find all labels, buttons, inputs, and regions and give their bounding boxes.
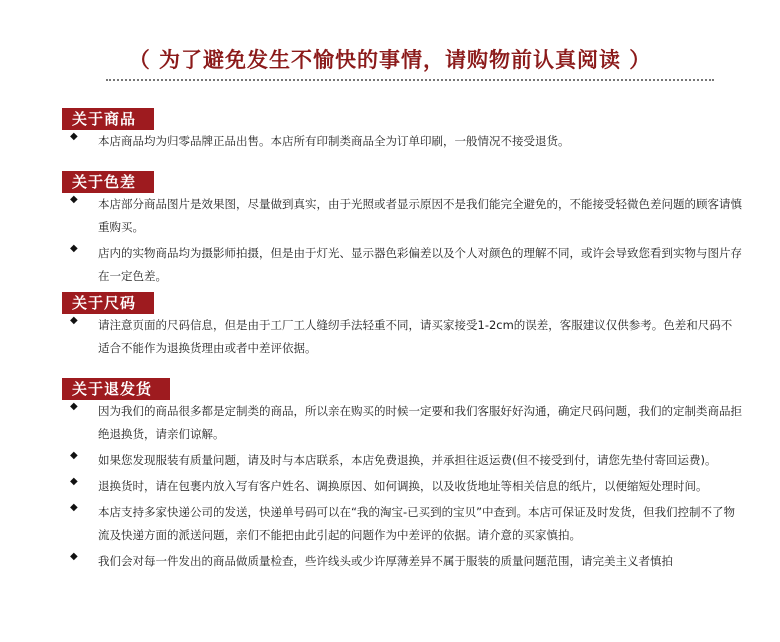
section-returns [62, 378, 742, 581]
diamond-bullet-icon: ◆ [70, 315, 78, 326]
diamond-bullet-icon: ◆ [70, 476, 78, 487]
list-item [62, 193, 742, 239]
item-text: 本店商品均为归零品牌正品出售。本店所有印制类商品全为订单印刷，一般情况不接受退货。 [98, 134, 570, 148]
item-text: 请注意页面的尺码信息，但是由于工厂工人缝纫手法轻重不同，请买家接受1-2cm的误差，客服建议仅供参考。色差和尺码不适合不能作为退换货理由或者中差评依据。 [98, 318, 733, 355]
diamond-bullet-icon: ◆ [70, 194, 78, 205]
diamond-bullet-icon: ◆ [70, 243, 78, 254]
item-text: 如果您发现服装有质量问题，请及时与本店联系，本店免费退换，并承担往返运费(但不接受到付，请您先垫付寄回运费)。 [98, 453, 717, 467]
diamond-bullet-icon: ◆ [70, 450, 78, 461]
page-title: （ 为了避免发生不愉快的事情，请购物前认真阅读 ） [128, 48, 652, 72]
list-item [62, 130, 742, 153]
section-heading: 关于商品 [62, 108, 154, 130]
section-heading: 关于尺码 [62, 292, 154, 314]
list-item [62, 501, 742, 547]
list-item [62, 475, 742, 498]
list-item [62, 242, 742, 288]
item-text: 店内的实物商品均为摄影师拍摄，但是由于灯光、显示器色彩偏差以及个人对颜色的理解不同，或许会导致您看到实物与图片存在一定色差。 [98, 246, 742, 283]
list-item [62, 449, 742, 472]
section-heading: 关于退发货 [62, 378, 170, 400]
section-color [62, 171, 742, 296]
diamond-bullet-icon: ◆ [70, 502, 78, 513]
dotted-divider [106, 79, 714, 81]
section-heading: 关于色差 [62, 171, 154, 193]
diamond-bullet-icon: ◆ [70, 551, 78, 562]
list-item [62, 550, 742, 573]
diamond-bullet-icon: ◆ [70, 131, 78, 142]
diamond-bullet-icon: ◆ [70, 401, 78, 412]
section-product [62, 108, 742, 161]
item-text: 本店支持多家快递公司的发送，快递单号码可以在“我的淘宝-已买到的宝贝”中查到。本店可保证及时发货，但我们控制不了物流及快递方面的派送问题，亲们不能把由此引起的问题作为中差评的依据。请介意的买家慎拍。 [98, 505, 736, 542]
item-text: 退换货时，请在包裹内放入写有客户姓名、调换原因、如何调换，以及收货地址等相关信息的纸片，以便缩短处理时间。 [98, 479, 708, 493]
item-text: 因为我们的商品很多都是定制类的商品，所以亲在购买的时候一定要和我们客服好好沟通，确定尺码问题，我们的定制类商品拒绝退换货，请亲们谅解。 [98, 404, 742, 441]
section-size [62, 292, 742, 368]
list-item [62, 314, 742, 360]
list-item [62, 400, 742, 446]
item-text: 我们会对每一件发出的商品做质量检查，些许线头或少许厚薄差异不属于服装的质量问题范围，请完美主义者慎拍 [98, 554, 673, 568]
item-text: 本店部分商品图片是效果图，尽量做到真实，由于光照或者显示原因不是我们能完全避免的，不能接受轻微色差问题的顾客请慎重购买。 [98, 197, 742, 234]
